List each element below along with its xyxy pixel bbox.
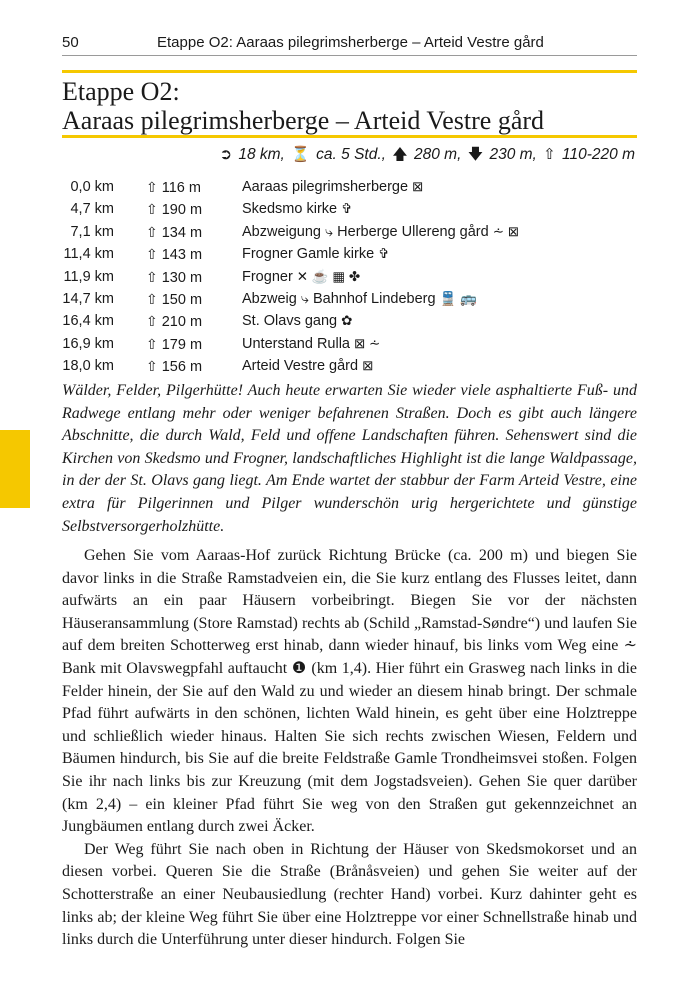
waypoint-altitude [146, 333, 202, 356]
waypoint-name: Arteid Vestre gård [242, 358, 359, 375]
waypoint-name: Aaraas pilegrimsherberge [242, 179, 409, 195]
waypoint-altitude-value: 210 m [161, 314, 203, 331]
intro-paragraph: Wälder, Felder, Pilgerhütte! Auch heute erwarten Sie wieder viele asphaltierte Fuß- und Radwege entlang mehr oder weniger befahrenen Straßen. Doch es gibt auch längere Abschnitte, die durch Wald, Feld und offene Landschaften führen. Sehenswert sind die Kirchen von Skedsmo und Frogner, landschaftliches Highlight ist die lange Waldpassage, in der der St. Olavs gang liegt. Am Ende wartet der stabbur der Farm Arteid Vestre, eine extra für Pilgerinnen und Pilger wunderschön urig hergerichtete und günstige Selbstversorgerholzhütte. [62, 382, 637, 535]
waypoint-facility-icons: ⊠ [362, 358, 374, 374]
waypoint-name-cell [242, 355, 373, 377]
body-text: Gehen Sie vom Aaraas-Hof zurück Richtung Brücke (ca. 200 m) und biegen Sie davor links in die Straße Ramstadveien ein, die Sie kurz entlang des Flusses leitet, dann aufwärts an ein paar Häusern vorbeibringt. Biegen Sie vor der nächsten Häuseransammlung (Store Ramstad) rechts ab (Schild „Ramstad-Søndre“) und laufen Sie auf dem breiten Schotterweg erst hinab, dann wieder hinauf, bis links vom Weg eine [62, 547, 637, 655]
waypoint-altitude-value: 116 m [161, 180, 201, 196]
altitude-icon: ⇧ [146, 246, 158, 263]
altitude-range: 110-220 m [562, 146, 635, 163]
waypoint-table [62, 176, 637, 378]
waypoint-name-cell [242, 333, 380, 355]
waypoint-altitude [146, 176, 201, 199]
altitude-icon: ⇧ [146, 201, 158, 218]
waypoint-altitude-value: 179 m [161, 336, 203, 353]
waypoint-altitude [146, 355, 202, 378]
waypoint-facility-icons: ✿ [341, 313, 353, 329]
waypoint-name-cell [242, 288, 477, 310]
time-value: ca. 5 Std., [316, 146, 386, 163]
altitude-icon: ⇧ [146, 223, 158, 240]
waypoint-altitude-value: 150 m [161, 291, 203, 308]
waypoint-row [62, 266, 637, 288]
altitude-icon: ⇧ [146, 290, 158, 307]
body-paragraph: Der Weg führt Sie nach oben in Richtung der Häuser von Skedsmokorset und an diesen vorbei. Queren Sie die Straße (Brånåsveien) und gehen Sie weiter auf der Schotterstraße an einer Neubausiedlung (rechter Hand) vorbei. Kurz dahinter geht es links ab; der kleine Weg führt Sie über eine Holztreppe vor einer Schnellstraße hinab und links durch die Unterführung unter dieser hindurch. Folgen Sie [62, 840, 637, 949]
distance-icon: ➲ [219, 146, 233, 163]
waypoint-distance: 16,4 km [62, 313, 114, 330]
waypoint-facility-icons: ✕ ☕ ▦ ✤ [296, 268, 361, 284]
waypoint-row [62, 221, 637, 243]
header-rule [62, 55, 637, 56]
waypoint-name: Abzweig ⤷ Bahnhof Lindeberg [242, 290, 436, 307]
waypoint-distance: 11,9 km [63, 268, 114, 285]
waypoint-row [62, 310, 637, 332]
body-paragraph [62, 545, 637, 839]
waypoint-altitude-value: 143 m [161, 247, 203, 264]
ascent-value: 280 m, [414, 146, 462, 163]
altitude-icon: ⇧ [146, 313, 158, 330]
waypoint-name: Abzweigung ⤷ Herberge Ullereng gård [242, 223, 489, 240]
waypoint-distance: 11,4 km [63, 246, 114, 263]
altitude-icon: ⇧ [146, 268, 158, 285]
waypoint-row [62, 243, 637, 265]
waypoint-altitude-value: 130 m [161, 269, 203, 286]
route-description [62, 545, 637, 952]
waypoint-name-cell [242, 266, 360, 288]
waypoint-altitude [146, 310, 202, 333]
waypoint-altitude [146, 243, 202, 266]
waypoint-facility-icons: ✞ [341, 201, 353, 217]
waypoint-name-cell [242, 198, 352, 220]
waypoint-altitude-value: 190 m [161, 202, 203, 219]
waypoint-name-cell [242, 176, 423, 198]
altitude-icon: ⇧ [146, 358, 158, 375]
waypoint-name-cell [242, 243, 389, 265]
waypoint-altitude [146, 221, 202, 244]
altitude-icon: ⇧ [146, 179, 158, 195]
waypoint-altitude-value: 134 m [161, 224, 203, 241]
waypoint-altitude [146, 198, 202, 221]
altitude-icon: ⇧ [146, 335, 158, 352]
waypoint-altitude [146, 288, 202, 311]
waypoint-facility-icons: ✞ [378, 246, 390, 262]
waypoint-row [62, 198, 637, 220]
waypoint-facility-icons: 🚆 🚌 [439, 290, 477, 306]
stage-title-line1: Etappe O2: [62, 77, 180, 106]
ascent-arrow-icon: 🡅 [392, 146, 408, 163]
descent-value: 230 m, [489, 146, 537, 163]
waypoint-row [62, 355, 637, 377]
waypoint-facility-icons: ⊠ ⩪ [354, 335, 381, 351]
title-top-rule [62, 70, 637, 73]
title-bottom-rule [62, 135, 637, 138]
waypoint-facility-icons: ⩪ ⊠ [492, 223, 520, 239]
waypoint-marker-1-icon: ❶ [291, 659, 307, 677]
stage-summary [219, 144, 637, 169]
waypoint-distance: 14,7 km [62, 290, 114, 307]
waypoint-distance: 16,9 km [62, 335, 114, 352]
waypoint-distance: 4,7 km [70, 201, 114, 218]
waypoint-altitude [146, 266, 202, 289]
waypoint-name: Frogner Gamle kirke [242, 246, 375, 263]
waypoint-distance: 7,1 km [70, 223, 114, 240]
waypoint-name: Skedsmo kirke [242, 201, 338, 218]
waypoint-name-cell [242, 221, 519, 243]
distance-value: 18 km, [238, 146, 285, 163]
waypoint-altitude-value: 156 m [161, 359, 203, 376]
body-text: Bank mit Olavswegpfahl auftaucht [62, 659, 288, 677]
waypoint-row [62, 288, 637, 310]
waypoint-distance: 18,0 km [62, 358, 114, 375]
waypoint-distance: 0,0 km [70, 179, 114, 195]
stage-title [62, 77, 544, 135]
altitude-icon: ⇧ [543, 146, 556, 163]
hourglass-icon: ⏳ [291, 146, 310, 163]
page-number: 50 [62, 34, 79, 51]
descent-arrow-icon: 🡇 [467, 146, 484, 163]
waypoint-name: Unterstand Rulla [242, 335, 350, 352]
waypoint-name: St. Olavs gang [242, 313, 338, 330]
waypoint-facility-icons: ⊠ [412, 179, 424, 194]
waypoint-row [62, 176, 637, 198]
stage-title-line2: Aaraas pilegrimsherberge – Arteid Vestre gård [62, 106, 545, 135]
body-text: (km 1,4). Hier führt ein Grasweg nach links in die Felder hinein, der Sie auf den Wald zu und wieder an diesem hinab bringt. Der schmale Pfad führt aufwärts in den schönen, lichten Wald hinein, es geht über eine Holztreppe und schließlich wieder hinaus. Halten Sie sich rechts zwischen Wiesen, Feldern und Bäumen hindurch, bis Sie auf die breite Feldstraße Gamle Trondheimsvei stoßen. Folgen Sie ihr nach links bis zur Kreuzung (mit dem Jogstadsveien). Gehen Sie quer darüber (km 2,4) – ein kleiner Pfad führt Sie weg von den Straßen gut gekennzeichnet an Jungbäumen entlang durch zwei Äcker. [62, 659, 638, 836]
chapter-side-tab [0, 430, 30, 508]
running-header: Etappe O2: Aaraas pilegrimsherberge – Arteid Vestre gård [157, 34, 544, 51]
waypoint-name: Frogner [242, 268, 293, 285]
picnic-bench-icon: ⩪ [623, 637, 638, 655]
waypoint-name-cell [242, 310, 352, 332]
waypoint-row [62, 333, 637, 355]
